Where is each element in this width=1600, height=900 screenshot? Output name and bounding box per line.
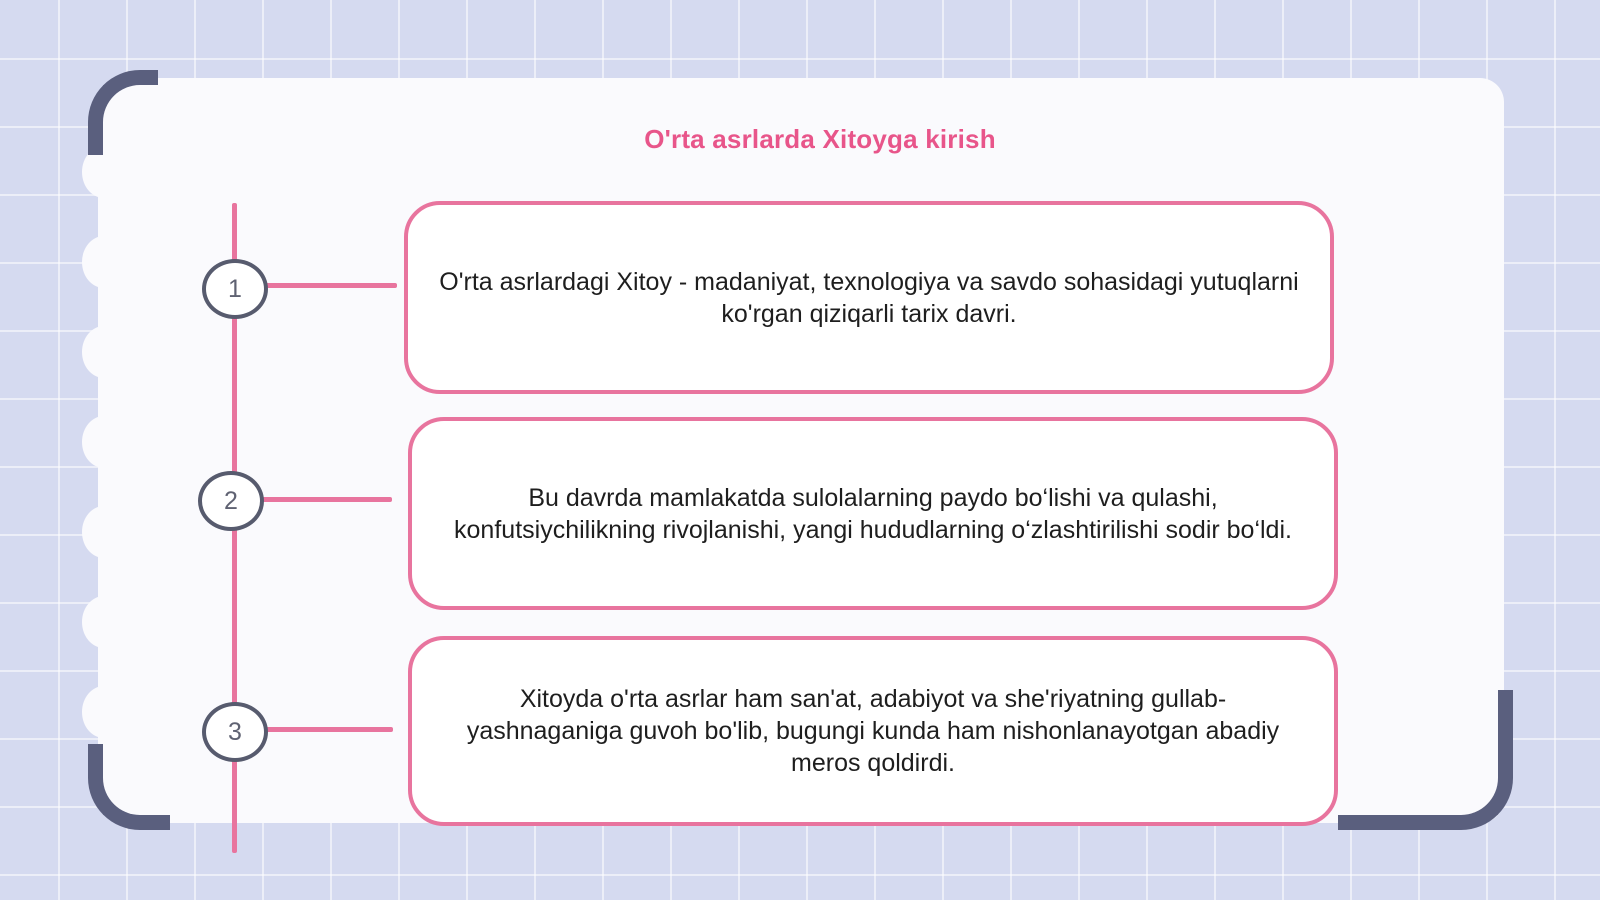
step-text: Xitoyda o'rta asrlar ham san'at, adabiyot va she'riyatning gullab-yashnaganiga guvoh bo'lib, bugungi kunda ham nishonlanayotgan abadiy meros qoldirdi. xyxy=(466,685,1280,777)
step-number-badge: 1 xyxy=(202,259,268,319)
step-number-badge: 2 xyxy=(198,471,264,531)
step-number-badge: 3 xyxy=(202,702,268,762)
notebook-edge-bump xyxy=(82,416,126,468)
step-card xyxy=(408,636,1338,826)
notebook-edge-bump xyxy=(82,236,126,288)
step-text: Bu davrda mamlakatda sulolalarning paydo bo‘lishi va qulashi, konfutsiychilikning rivojlanishi, yangi hududlarning o‘zlashtirilishi sodir bo‘ldi. xyxy=(454,483,1292,544)
corner-bracket-bottom-right xyxy=(1338,690,1513,830)
notebook-edge-bump xyxy=(82,506,126,558)
slide-title: O'rta asrlarda Xitoyga kirish xyxy=(644,124,996,154)
step-text: O'rta asrlardagi Xitoy - madaniyat, texnologiya va savdo sohasidagi yutuqlarni ko'rgan qiziqarli tarix davri. xyxy=(439,267,1299,328)
timeline-connector xyxy=(264,283,397,288)
notebook-edge-bump xyxy=(82,326,126,378)
notebook-edge-bump xyxy=(82,596,126,648)
notebook-edge-bump xyxy=(82,686,126,738)
step-card xyxy=(404,201,1334,394)
timeline-connector xyxy=(262,497,392,502)
timeline-connector xyxy=(264,727,393,732)
step-card xyxy=(408,417,1338,610)
corner-bracket-bottom-left xyxy=(88,744,170,830)
